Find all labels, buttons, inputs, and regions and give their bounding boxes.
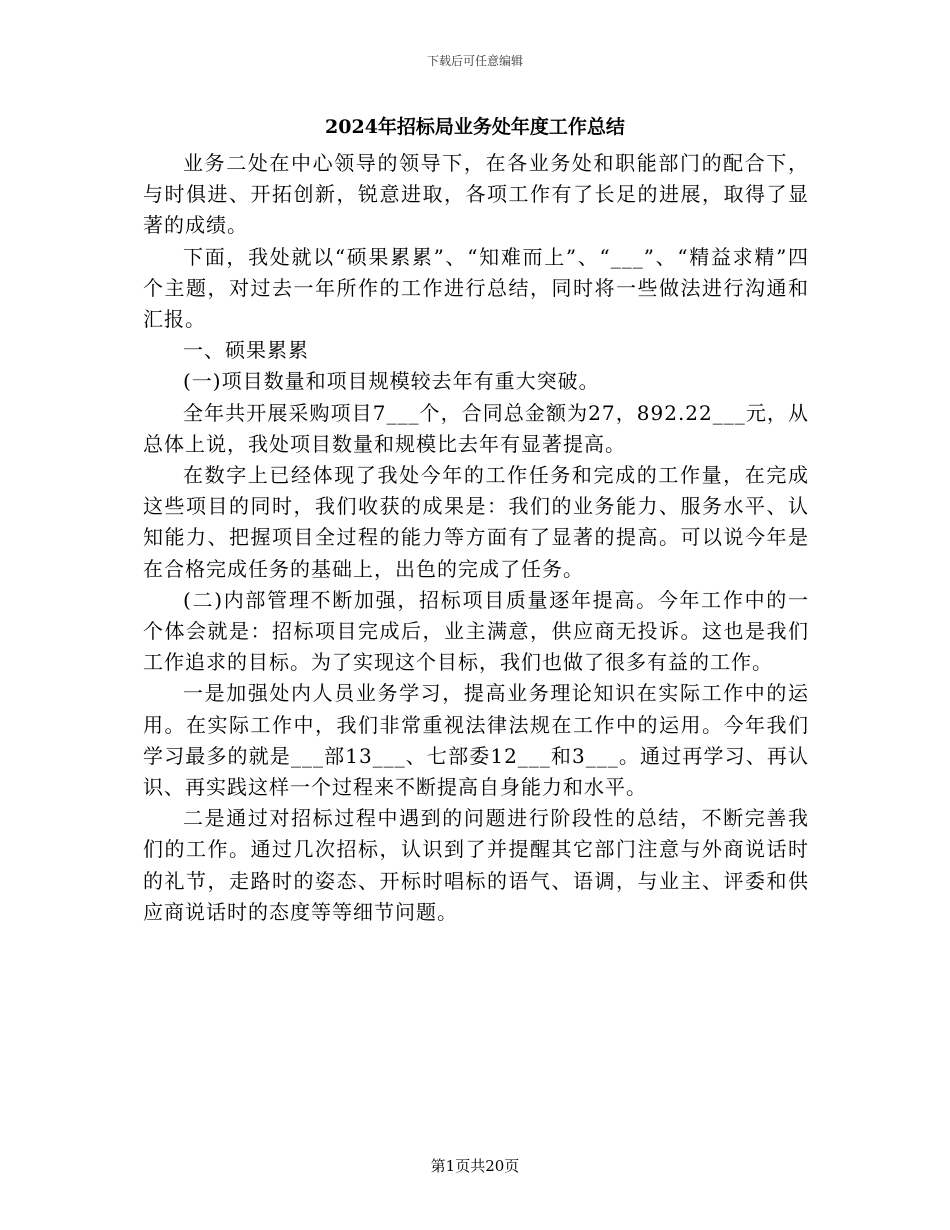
paragraph-point-one: 一是加强处内人员业务学习，提高业务理论知识在实际工作中的运用。在实际工作中，我们非常重视法律法规在工作中的运用。今年我们学习最多的就是___部13___、七部委12___和3___。通过再学习、再认识、再实践这样一个过程来不断提高自身能力和水平。 [143,681,809,800]
paragraph-themes: 下面，我处就以“硕果累累”、“知难而上”、“___”、“精益求精”四个主题，对过去一年所作的工作进行总结，同时将一些做法进行沟通和汇报。 [143,244,809,332]
paragraph-management: (二)内部管理不断加强，招标项目质量逐年提高。今年工作中的一个体会就是：招标项目完成后，业主满意，供应商无投诉。这也是我们工作追求的目标。为了实现这个目标，我们也做了很多有益的工作。 [143,587,809,675]
page-number: 第1页共20页 [430,1157,520,1175]
paragraph-intro: 业务二处在中心领导的领导下，在各业务处和职能部门的配合下，与时俱进、开拓创新，锐意进取，各项工作有了长足的进展，取得了显著的成绩。 [143,151,809,238]
document-title: 2024年招标局业务处年度工作总结 [325,116,625,138]
document-body [143,148,809,928]
paragraph-figures: 全年共开展采购项目7___个，合同总金额为27，892.22___元，从总体上说，我处项目数量和规模比去年有显著提高。 [143,400,809,456]
paragraph-achievements: 在数字上已经体现了我处今年的工作任务和完成的工作量，在完成这些项目的同时，我们收获的成果是：我们的业务能力、服务水平、认知能力、把握项目全过程的能力等方面有了显著的提高。可以说今年是在合格完成任务的基础上，出色的完成了任务。 [143,463,809,581]
subsection-heading: (一)项目数量和项目规模较去年有重大突破。 [183,369,600,394]
paragraph-point-two: 二是通过对招标过程中遇到的问题进行阶段性的总结，不断完善我们的工作。通过几次招标，认识到了并提醒其它部门注意与外商说话时的礼节，走路时的姿态、开标时唱标的语气、语调，与业主、评委和供应商说话时的态度等等细节问题。 [143,806,809,924]
page-header-note: 下载后可任意编辑 [426,54,523,68]
section-heading: 一、硕果累累 [183,338,309,363]
